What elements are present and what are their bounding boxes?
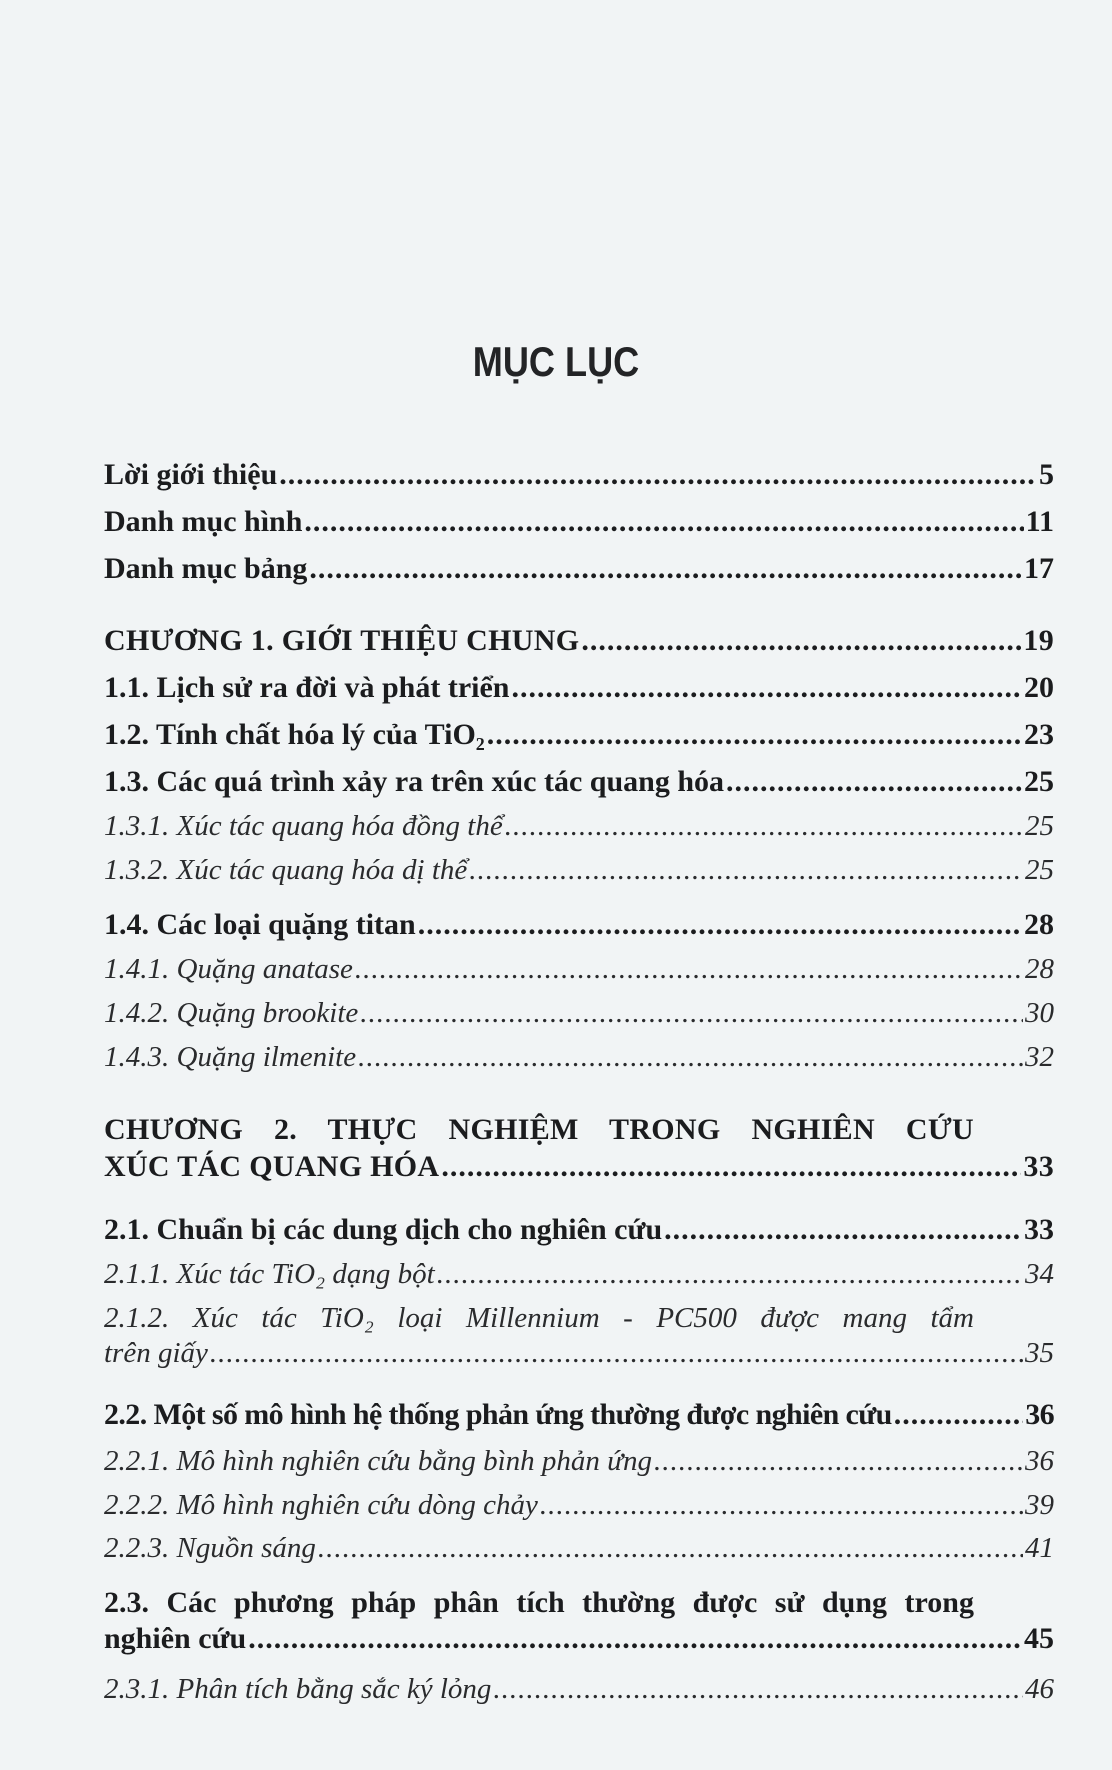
toc-entry-2-1-2: [104, 1302, 1054, 1370]
toc-entry-text: CHƯƠNG 1. GIỚI THIỆU CHUNG: [104, 624, 580, 657]
toc-entry-page: 28: [1025, 953, 1054, 985]
leader-dots: [441, 1150, 1021, 1184]
toc-entry-page: 28: [1024, 908, 1054, 941]
toc-entry-text: 1.4.3. Quặng ilmenite: [104, 1041, 357, 1073]
toc-entry-page: 33: [1024, 1213, 1054, 1246]
toc-entry-page: 36: [1025, 1398, 1054, 1431]
toc-entry-page: 17: [1024, 552, 1054, 585]
toc-entry-page: 5: [1039, 458, 1054, 491]
toc-entry-1-1: [104, 671, 1054, 705]
leader-dots: [418, 908, 1022, 942]
toc-entry-page: 20: [1024, 671, 1054, 704]
leader-dots: [581, 624, 1021, 658]
leader-dots: [309, 552, 1022, 586]
toc-entry-text: Danh mục bảng: [104, 552, 308, 585]
toc-entry-page: 19: [1023, 624, 1054, 657]
leader-dots: [664, 1213, 1022, 1247]
toc-entry-page: 45: [1024, 1622, 1054, 1655]
toc-entry-text-line2: nghiên cứu: [104, 1622, 247, 1655]
leader-dots: [469, 854, 1023, 887]
toc-entry-2-2: [104, 1398, 1054, 1432]
toc-entry-text: 2.1.1. Xúc tác TiO₂ dạng bột: [104, 1258, 435, 1290]
toc-entry-2-3: [104, 1586, 1054, 1656]
toc-entry-chapter-2: [104, 1113, 1054, 1184]
leader-dots: [493, 1673, 1023, 1706]
toc-entry-figures: [104, 505, 1054, 539]
leader-dots: [318, 1532, 1023, 1565]
leader-dots: [726, 765, 1022, 799]
leader-dots: [894, 1398, 1023, 1432]
toc-entry-text: 2.2.3. Nguồn sáng: [104, 1532, 316, 1564]
toc-entry-2-1: [104, 1213, 1054, 1247]
leader-dots: [279, 458, 1037, 492]
page-title: MỤC LỤC: [472, 338, 640, 385]
toc-entry-intro: [104, 458, 1054, 492]
toc-entry-text: Danh mục hình: [104, 505, 303, 538]
toc-entry-page: 36: [1025, 1445, 1054, 1477]
toc-entry-text: 1.3. Các quá trình xảy ra trên xúc tác quang hóa: [104, 765, 725, 798]
leader-dots: [654, 1445, 1023, 1478]
toc-entry-2-2-2: [104, 1489, 1054, 1522]
toc-entry-page: 39: [1025, 1489, 1054, 1521]
leader-dots: [210, 1337, 1023, 1370]
toc-entry-1-4-1: [104, 953, 1054, 986]
toc-entry-text: 1.4. Các loại quặng titan: [104, 908, 416, 941]
leader-dots: [304, 505, 1023, 539]
toc-entry-page: 23: [1024, 718, 1054, 751]
toc-entry-2-3-1: [104, 1673, 1054, 1706]
toc-entry-1-3-1: [104, 810, 1054, 843]
leader-dots: [248, 1622, 1022, 1656]
leader-dots: [355, 953, 1023, 986]
toc-entry-text-line1: 2.1.2. Xúc tác TiO₂ loại Millennium - PC500 được mang tẩm: [104, 1302, 974, 1334]
toc-entry-page: 25: [1024, 765, 1054, 798]
toc-entry-text: 1.3.1. Xúc tác quang hóa đồng thể: [104, 810, 503, 842]
toc-entry-page: 41: [1025, 1532, 1054, 1564]
toc-entry-text: 2.3.1. Phân tích bằng sắc ký lỏng: [104, 1673, 492, 1705]
toc-entry-text: 1.4.2. Quặng brookite: [104, 997, 359, 1029]
toc-entry-page: 25: [1025, 810, 1054, 842]
leader-dots: [358, 1041, 1023, 1074]
leader-dots: [540, 1489, 1023, 1522]
toc-entry-page: 32: [1025, 1041, 1054, 1073]
toc-entry-1-4-3: [104, 1041, 1054, 1074]
toc-entry-text-line2: XÚC TÁC QUANG HÓA: [104, 1150, 440, 1183]
toc-entry-2-2-1: [104, 1445, 1054, 1478]
toc-entry-1-3-2: [104, 854, 1054, 887]
leader-dots: [511, 671, 1022, 705]
toc-entry-page: 25: [1025, 854, 1054, 886]
toc-entry-page: 11: [1025, 505, 1054, 538]
toc-entry-1-4-2: [104, 997, 1054, 1030]
toc-entry-text: 2.2. Một số mô hình hệ thống phản ứng thường được nghiên cứu: [104, 1398, 892, 1431]
toc-entry-text: 2.2.1. Mô hình nghiên cứu bằng bình phản ứng: [104, 1445, 652, 1477]
toc-entry-page: 35: [1025, 1337, 1054, 1369]
leader-dots: [437, 1258, 1023, 1291]
toc-entry-text: 1.3.2. Xúc tác quang hóa dị thể: [104, 854, 468, 886]
toc-entry-page: 46: [1025, 1673, 1054, 1705]
toc-entry-2-2-3: [104, 1532, 1054, 1565]
toc-entry-2-1-1: [104, 1258, 1054, 1291]
toc-entry-text: 2.2.2. Mô hình nghiên cứu dòng chảy: [104, 1489, 538, 1521]
leader-dots: [505, 810, 1023, 843]
toc-entry-1-2: [104, 718, 1054, 752]
toc-entry-page: 33: [1023, 1150, 1054, 1183]
toc-entry-1-4: [104, 908, 1054, 942]
toc-entry-text: 1.1. Lịch sử ra đời và phát triển: [104, 671, 510, 704]
toc-entry-1-3: [104, 765, 1054, 799]
toc-entry-chapter-1: [104, 624, 1054, 658]
toc-entry-text: Lời giới thiệu: [104, 458, 278, 491]
toc-entry-text: 2.1. Chuẩn bị các dung dịch cho nghiên cứu: [104, 1213, 663, 1246]
toc-entry-page: 30: [1025, 997, 1054, 1029]
toc-entry-text-line1: CHƯƠNG 2. THỰC NGHIỆM TRONG NGHIÊN CỨU: [104, 1113, 974, 1146]
leader-dots: [487, 718, 1022, 752]
leader-dots: [360, 997, 1023, 1030]
toc-entry-text: 1.2. Tính chất hóa lý của TiO₂: [104, 718, 485, 751]
toc-entry-text: 1.4.1. Quặng anatase: [104, 953, 353, 985]
toc-entry-tables: [104, 552, 1054, 586]
toc-entry-page: 34: [1025, 1258, 1054, 1290]
toc-entry-text-line1: 2.3. Các phương pháp phân tích thường được sử dụng trong: [104, 1586, 974, 1619]
toc-entry-text-line2: trên giấy: [104, 1337, 208, 1369]
